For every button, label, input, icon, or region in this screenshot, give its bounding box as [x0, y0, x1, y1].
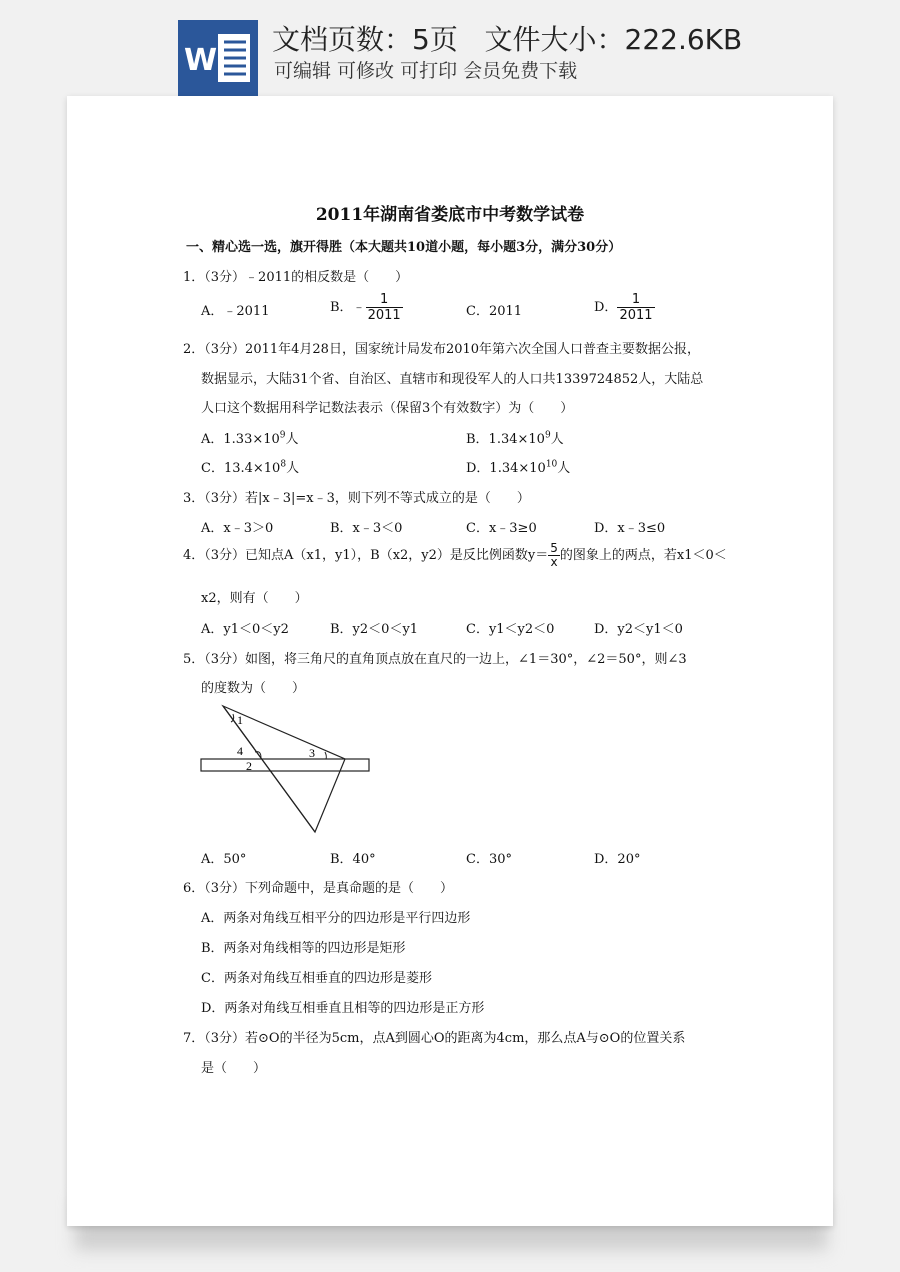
q6-option-c: C．两条对角线互相垂直的四边形是菱形 — [201, 971, 432, 986]
q3-option-b: B．x﹣3＜0 — [330, 521, 403, 536]
q1-option-a: A．﹣2011 — [201, 304, 270, 319]
question-7-line-2: 是（ ） — [201, 1061, 267, 1076]
q1-option-d: D． $\frac{1}{2011}$ — [594, 292, 653, 323]
q3-option-d: D．x﹣3≤0 — [594, 521, 666, 536]
word-doc-icon — [178, 20, 258, 96]
word-icon-letter: W — [184, 43, 218, 78]
question-5-line-2: 的度数为（ ） — [201, 681, 306, 696]
q5-option-c: C．30° — [466, 852, 512, 867]
download-banner — [0, 0, 900, 96]
q2-option-d: D．$1.34\times 10^{10}$人 — [466, 459, 571, 476]
q6-option-d: D．两条对角线互相垂直且相等的四边形是正方形 — [201, 1001, 485, 1016]
question-2-line-3: 人口这个数据用科学记数法表示（保留3个有效数字）为（ ） — [201, 401, 574, 416]
question-7-line-1: 7．（3分）若⊙O的半径为5cm，点A到圆心O的距离为4cm，那么点A与⊙O的位置关系 — [183, 1031, 686, 1046]
question-2-line-2: 数据显示，大陆31个省、自治区、直辖市和现役军人的人口共1339724852人，大陆总 — [201, 372, 704, 387]
q3-option-a: A．x﹣3＞0 — [201, 521, 274, 536]
angle-2-label: 2 — [246, 759, 252, 773]
question-1-stem: 1．（3分）﹣2011的相反数是（ ） — [183, 270, 409, 285]
q5-option-b: B．40° — [330, 852, 376, 867]
q6-option-b: B．两条对角线相等的四边形是矩形 — [201, 941, 406, 956]
question-5-line-1: 5．（3分）如图，将三角尺的直角顶点放在直尺的一边上，∠1＝30°，∠2＝50°，则∠3 — [183, 652, 687, 667]
question-6-stem: 6．（3分）下列命题中，是真命题的是（ ） — [183, 881, 454, 896]
triangle-ruler-figure — [195, 700, 375, 840]
question-4-line-2: x2，则有（ ） — [201, 591, 308, 606]
question-4-line-1: 4．（3分）已知点A（x1，y1），B（x2，y2）是反比例函数y＝ $\frac{5}{x}$ 的图象上的两点，若x1＜0＜ — [183, 541, 727, 569]
q4-option-a: A．y1＜0＜y2 — [201, 622, 289, 637]
file-info-title: 文档页数：5页 文件大小：222.6KB — [272, 23, 743, 56]
q6-option-a: A．两条对角线互相平分的四边形是平行四边形 — [201, 911, 471, 926]
question-3-stem: 3．（3分）若|x﹣3|=x﹣3，则下列不等式成立的是（ ） — [183, 491, 530, 506]
q1-option-b: B．﹣ $\frac{1}{2011}$ — [330, 292, 401, 323]
q2-option-c: C．$13.4\times 10^8$人 — [201, 459, 300, 476]
angle-4-label: 4 — [237, 744, 243, 758]
q4-option-c: C．y1＜y2＜0 — [466, 622, 555, 637]
q1-option-c: C．2011 — [466, 304, 523, 319]
q2-option-a: A．$1.33\times 10^9$人 — [201, 430, 299, 447]
q4-option-b: B．y2＜0＜y1 — [330, 622, 419, 637]
q5-option-d: D．20° — [594, 852, 641, 867]
section-heading: 一、精心选一选，旗开得胜（本大题共10道小题，每小题3分，满分30分） — [186, 240, 622, 255]
q3-option-c: C．x﹣3≥0 — [466, 521, 537, 536]
q2-option-b: B．$1.34\times 10^9$人 — [466, 430, 564, 447]
angle-3-label: 3 — [309, 746, 315, 760]
question-2-line-1: 2．（3分）2011年4月28日，国家统计局发布2010年第六次全国人口普查主要数据公报， — [183, 342, 701, 357]
file-features: 可编辑 可修改 可打印 会员免费下载 — [274, 60, 578, 82]
document-title: 2011年湖南省娄底市中考数学试卷 — [315, 205, 585, 225]
q5-option-a: A．50° — [201, 852, 247, 867]
angle-1-label: 1 — [237, 713, 243, 727]
q4-option-d: D．y2＜y1＜0 — [594, 622, 683, 637]
